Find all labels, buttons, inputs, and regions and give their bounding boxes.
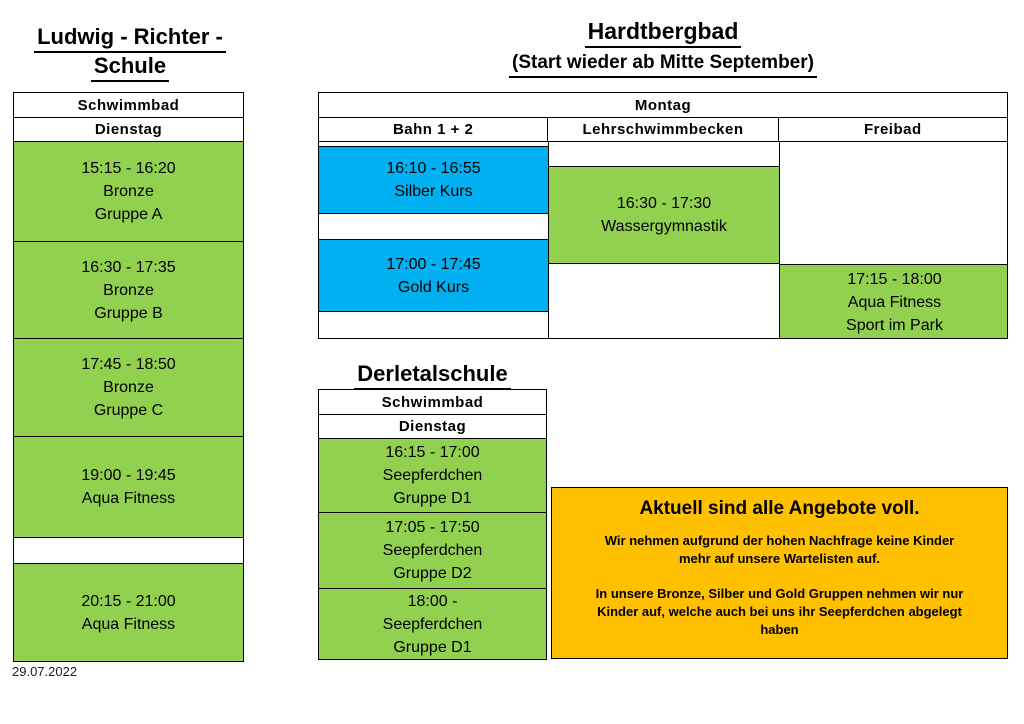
derletalschule-title-block bbox=[318, 361, 547, 390]
schedule-cell-gold-kurs: 17:00 - 17:45 Gold Kurs bbox=[319, 239, 548, 312]
schedule-cell-seepferdchen-d1: 16:15 - 17:00 Seepferdchen Gruppe D1 bbox=[319, 438, 546, 512]
notice-paragraph2-line: Kinder auf, welche auch bei uns ihr Seepferdchen abgelegt bbox=[597, 604, 962, 619]
empty-gap-cell bbox=[549, 142, 779, 166]
notice-paragraph-gap bbox=[564, 568, 995, 585]
bahn-column bbox=[319, 142, 548, 338]
hardtbergbad-table bbox=[318, 92, 1008, 339]
notice-paragraph1-line: mehr auf unsere Wartelisten auf. bbox=[678, 551, 881, 566]
schedule-cell-seepferdchen-d2: 17:05 - 17:50 Seepferdchen Gruppe D2 bbox=[319, 512, 546, 588]
column-header-lehrschwimmbecken: Lehrschwimmbecken bbox=[547, 118, 777, 141]
notice-paragraph1-line: Wir nehmen aufgrund der hohen Nachfrage keine Kinder bbox=[604, 533, 955, 548]
schedule-cell-seepferdchen-d1-1800: 18:00 - Seepferdchen Gruppe D1 bbox=[319, 588, 546, 659]
schedule-cell-wassergymnastik: 16:30 - 17:30 Wassergymnastik bbox=[549, 166, 779, 264]
ludwig-table bbox=[13, 92, 244, 662]
lehrschwimmbecken-column bbox=[548, 142, 779, 338]
ludwig-title-line2: Schule bbox=[4, 53, 256, 82]
schedule-cell-aqua-fitness-park: 17:15 - 18:00 Aqua Fitness Sport im Park bbox=[780, 264, 1008, 339]
empty-gap-cell bbox=[549, 264, 779, 339]
montag-column-headers bbox=[319, 117, 1007, 141]
ludwig-title-block bbox=[4, 24, 256, 82]
empty-gap-cell bbox=[319, 312, 548, 339]
derletalschule-table bbox=[318, 389, 547, 660]
column-header-bahn: Bahn 1 + 2 bbox=[392, 121, 474, 138]
ludwig-day-header: Dienstag bbox=[14, 117, 243, 141]
schedule-cell-aqua-2015: 20:15 - 21:00 Aqua Fitness bbox=[14, 563, 243, 661]
schedule-cell-bronze-a: 15:15 - 16:20 Bronze Gruppe A bbox=[14, 141, 243, 241]
column-header-freibad: Freibad bbox=[778, 118, 1007, 141]
schedule-cell-silber-kurs: 16:10 - 16:55 Silber Kurs bbox=[319, 146, 548, 214]
schedule-cell-bronze-b: 16:30 - 17:35 Bronze Gruppe B bbox=[14, 241, 243, 338]
derletal-day-header: Dienstag bbox=[319, 414, 546, 438]
notice-paragraph2-line: haben bbox=[760, 622, 799, 637]
hardtbergbad-title: Hardtbergbad bbox=[318, 18, 1008, 48]
freibad-column bbox=[779, 142, 1008, 338]
empty-gap-cell bbox=[780, 142, 1008, 264]
derletal-location-header: Schwimmbad bbox=[319, 390, 546, 414]
full-notice-box bbox=[551, 487, 1008, 659]
notice-title: Aktuell sind alle Angebote voll. bbox=[639, 498, 920, 519]
hardtbergbad-title-block bbox=[318, 18, 1008, 78]
notice-paragraph2-line: In unsere Bronze, Silber und Gold Gruppen nehmen wir nur bbox=[595, 586, 964, 601]
empty-gap-cell bbox=[319, 214, 548, 239]
schedule-cell-aqua-1900: 19:00 - 19:45 Aqua Fitness bbox=[14, 436, 243, 537]
montag-table-body bbox=[319, 141, 1007, 338]
ludwig-location-header: Schwimmbad bbox=[14, 93, 243, 117]
schedule-cell-bronze-c: 17:45 - 18:50 Bronze Gruppe C bbox=[14, 338, 243, 436]
derletalschule-title: Derletalschule bbox=[318, 361, 547, 390]
ludwig-title-line1: Ludwig - Richter - bbox=[4, 24, 256, 53]
montag-day-header: Montag bbox=[319, 93, 1007, 117]
date-stamp: 29.07.2022 bbox=[12, 664, 78, 679]
hardtbergbad-subtitle: (Start wieder ab Mitte September) bbox=[318, 52, 1008, 77]
empty-gap-cell bbox=[14, 537, 243, 563]
